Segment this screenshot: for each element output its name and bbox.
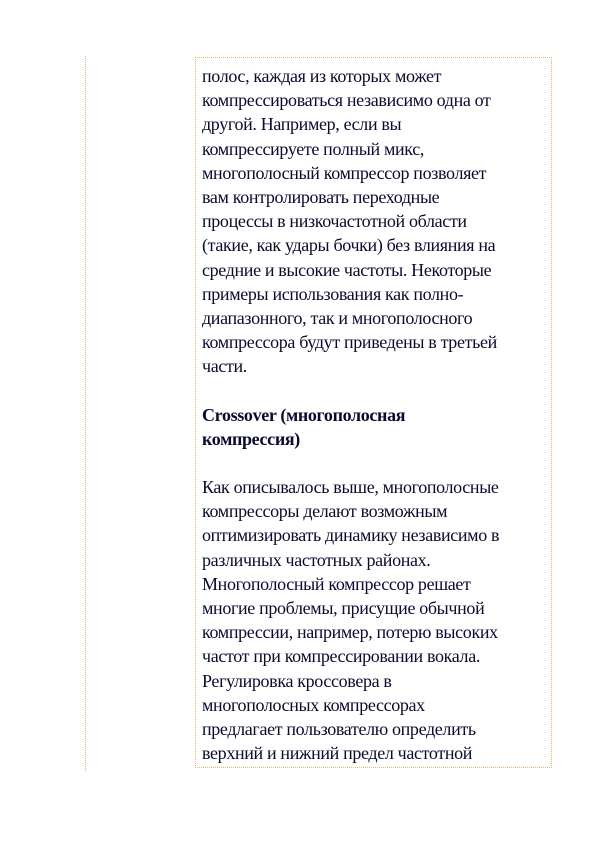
paragraph-crossover-body	[202, 475, 548, 765]
paragraph-spacer	[202, 451, 548, 475]
text-line: части.	[202, 356, 247, 377]
text-content	[202, 64, 548, 765]
text-line: компрессироваться независимо одна от	[202, 90, 491, 111]
text-line: процессы в низкочастотной области	[202, 211, 467, 232]
text-line: примеры использования как полно-	[202, 283, 464, 304]
text-line: многополосный компрессор позволяет	[202, 162, 487, 183]
text-line: верхний и нижний предел частотной	[202, 743, 473, 764]
text-line: различных частотных районах.	[202, 549, 431, 570]
text-line: оптимизировать динамику независимо в	[202, 525, 500, 546]
text-line: многополосных компрессорах	[202, 694, 425, 715]
text-line: частот при компрессировании вокала.	[202, 646, 480, 667]
text-line: компрессии, например, потерю высоких	[202, 622, 498, 643]
text-line: компрессируете полный микс,	[202, 138, 425, 159]
text-line: предлагает пользователю определить	[202, 719, 476, 740]
text-line: полос, каждая из которых может	[202, 66, 442, 86]
text-line: другой. Например, если вы	[202, 114, 402, 135]
text-line: Как описывалось выше, многополосные	[202, 477, 499, 498]
heading-line: компрессия)	[202, 428, 300, 449]
text-line: средние и высокие частоты. Некоторые	[202, 259, 492, 280]
text-line: (такие, как удары бочки) без влияния на	[202, 235, 496, 256]
section-heading-crossover	[202, 403, 548, 451]
text-line: компрессора будут приведены в третьей	[202, 332, 497, 353]
margin-guide-line	[85, 56, 86, 771]
text-line: компрессоры делают возможным	[202, 501, 448, 522]
text-line: диапазонного, так и многополосного	[202, 308, 473, 329]
paragraph-spacer	[202, 379, 548, 403]
text-line: многие проблемы, присущие обычной	[202, 598, 485, 619]
paragraph-multiband-intro	[202, 64, 548, 379]
text-line: Регулировка кроссовера в	[202, 670, 392, 691]
text-line: Многополосный компрессор решает	[202, 573, 471, 594]
text-line: вам контролировать переходные	[202, 187, 440, 208]
heading-line: Crossover (многополосная	[202, 404, 406, 425]
